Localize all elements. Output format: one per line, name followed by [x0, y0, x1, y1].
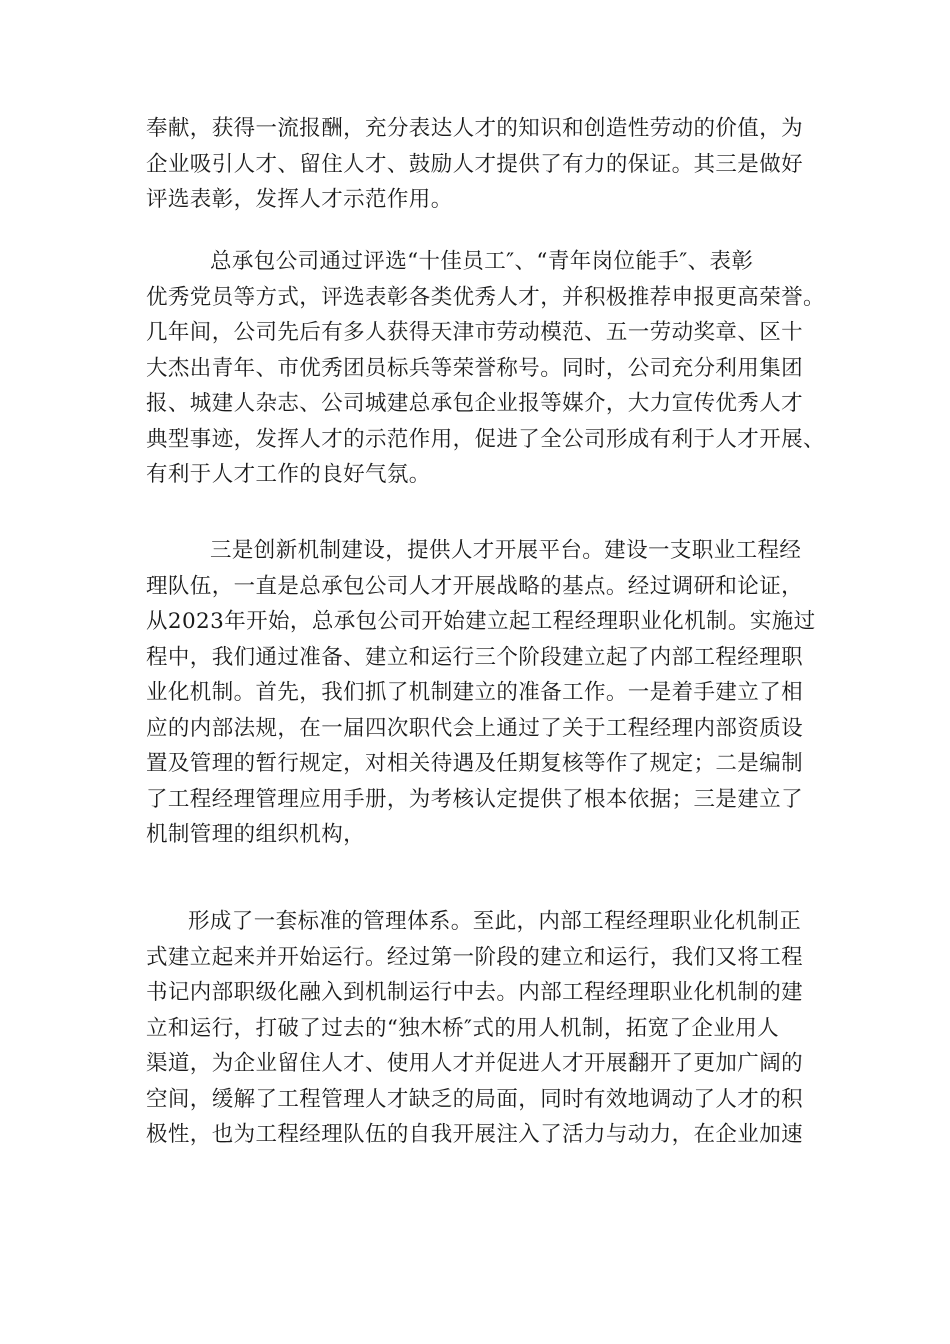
text-line: 有利于人才工作的良好气氛。 — [146, 462, 431, 487]
paragraph-2 — [146, 244, 825, 493]
text-line: 奉献，获得一流报酬，充分表达人才的知识和创造性劳动的价值，为 — [146, 116, 804, 141]
text-line: 置及管理的暂行规定，对相关待遇及任期复核等作了规定；二是编制 — [146, 751, 804, 776]
text-line: 优秀党员等方式，评选表彰各类优秀人才，并积极推荐申报更高荣誉。 — [146, 284, 825, 310]
text-line: 业化机制。首先，我们抓了机制建立的准备工作。一是着手建立了相 — [146, 680, 804, 705]
text-line: 程中，我们通过准备、建立和运行三个阶段建立起了内部工程经理职 — [146, 644, 804, 670]
text-line: 从2023年开始，总承包公司开始建立起工程经理职业化机制。实施过 — [146, 609, 816, 634]
text-line: 机制管理的组织机构， — [146, 822, 366, 847]
text-line: 立和运行，打破了过去的“独木桥″式的用人机制，拓宽了企业用人 — [146, 1015, 780, 1041]
text-line: 书记内部职级化融入到机制运行中去。内部工程经理职业化机制的建 — [146, 980, 804, 1005]
text-line: 应的内部法规，在一届四次职代会上通过了关于工程经理内部资质设 — [146, 715, 804, 741]
text-line: 渠道，为企业留住人才、使用人才并促进人才开展翻开了更加广阔的 — [146, 1051, 804, 1076]
text-line: 空间，缓解了工程管理人才缺乏的局面，同时有效地调动了人才的积 — [146, 1086, 804, 1112]
text-line: 企业吸引人才、留住人才、鼓励人才提供了有力的保证。其三是做好 — [146, 151, 804, 177]
text-line: 理队伍，一直是总承包公司人才开展战略的基点。经过调研和论证， — [146, 573, 804, 599]
text-line: 形成了一套标准的管理体系。至此，内部工程经理职业化机制正 — [188, 909, 802, 934]
text-line: 总承包公司通过评选“十佳员工″、“青年岗位能手″、表彰 — [210, 249, 754, 274]
text-line: 三是创新机制建设，提供人才开展平台。建设一支职业工程经 — [210, 538, 802, 563]
text-line: 典型事迹，发挥人才的示范作用，促进了全公司形成有利于人才开展、 — [146, 426, 825, 452]
paragraph-1 — [146, 111, 810, 218]
paragraph-4 — [146, 904, 810, 1153]
text-line: 式建立起来并开始运行。经过第一阶段的建立和运行，我们又将工程 — [146, 944, 804, 970]
text-line: 极性，也为工程经理队伍的自我开展注入了活力与动力，在企业加速 — [146, 1122, 804, 1147]
text-line: 报、城建人杂志、公司城建总承包企业报等媒介，大力宣传优秀人才 — [146, 391, 804, 416]
text-line: 评选表彰，发挥人才示范作用。 — [146, 187, 453, 212]
text-line: 大杰出青年、市优秀团员标兵等荣誉称号。同时，公司充分利用集团 — [146, 355, 804, 381]
paragraph-3 — [146, 533, 816, 853]
text-line: 了工程经理管理应用手册，为考核认定提供了根本依据；三是建立了 — [146, 786, 804, 812]
text-line: 几年间，公司先后有多人获得天津市劳动模范、五一劳动奖章、区十 — [146, 320, 804, 345]
